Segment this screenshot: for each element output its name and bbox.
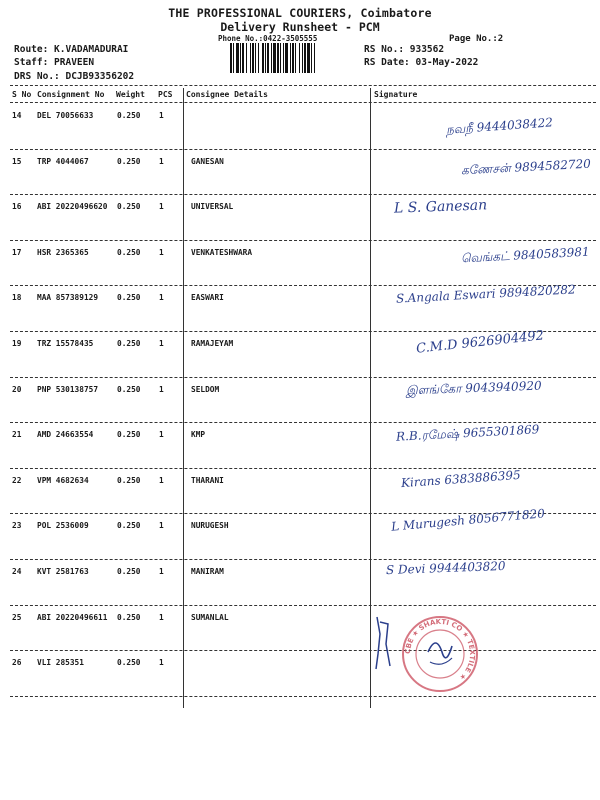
barcode-bar: [285, 43, 288, 73]
barcode-bar: [283, 43, 284, 73]
phone-number: Phone No.:0422-3505555: [218, 34, 318, 43]
row-weight: 0.250: [117, 293, 141, 303]
row-consignee: THARANI: [191, 475, 224, 485]
barcode-bar: [236, 43, 239, 73]
row-consignee: MANIRAM: [191, 567, 224, 576]
row-weight: 0.250: [117, 339, 141, 348]
row-consignment-no: HSR 2365365: [37, 247, 89, 257]
signature-bracket-mark: [372, 614, 394, 674]
row-pcs: 1: [159, 339, 164, 348]
header-rule-top: [10, 85, 596, 86]
row-sno: 26: [12, 658, 22, 668]
barcode-bar: [314, 43, 315, 73]
barcode-bar: [295, 43, 296, 73]
row-consignment-no: TRZ 15578435: [37, 339, 94, 348]
row-sno: 16: [12, 202, 22, 212]
row-signature: L Murugesh 8056771820: [390, 506, 546, 535]
rubber-stamp-icon: [400, 614, 480, 694]
row-sno: 21: [12, 430, 22, 440]
row-sno: 23: [12, 521, 22, 531]
row-consignee: NURUGESH: [191, 521, 229, 531]
row-pcs: 1: [159, 475, 164, 485]
row-consignee: EASWARI: [191, 293, 224, 303]
divider-signature: [370, 88, 371, 708]
row-pcs: 1: [159, 567, 164, 576]
rs-number: RS No.: 933562: [364, 44, 445, 55]
barcode-bar: [280, 43, 281, 73]
barcode-bar: [290, 43, 291, 73]
row-signature: கணேசன் 9894582720: [460, 156, 592, 177]
barcode-bar: [304, 43, 306, 73]
barcode-bar: [311, 43, 312, 73]
barcode-bar: [302, 43, 303, 73]
row-divider: [10, 194, 596, 195]
barcode-bar: [258, 43, 259, 73]
divider-consignee: [183, 88, 184, 708]
row-divider: [10, 377, 596, 378]
row-consignment-no: ABI 20220496620: [37, 202, 108, 212]
row-consignment-no: ABI 20220496611: [37, 612, 108, 622]
barcode-bar: [299, 43, 300, 73]
row-consignee: SUMANLAL: [191, 612, 229, 622]
row-signature: R.B.ரமேஷ் 9655301869: [395, 422, 540, 444]
row-pcs: 1: [159, 111, 164, 120]
row-weight: 0.250: [117, 658, 141, 668]
row-sno: 25: [12, 612, 22, 622]
row-sno: 19: [12, 339, 22, 348]
row-pcs: 1: [159, 658, 164, 668]
row-consignment-no: PNP 530138757: [37, 384, 99, 394]
row-weight: 0.250: [117, 156, 141, 166]
barcode-bar: [262, 43, 264, 73]
col-weight: Weight: [116, 90, 145, 99]
row-sno: 24: [12, 567, 22, 576]
row-weight: 0.250: [117, 475, 141, 485]
row-divider: [10, 650, 596, 651]
row-signature: இளங்கோ 9043940920: [405, 378, 542, 397]
row-divider: [10, 240, 596, 241]
barcode-bar: [246, 43, 247, 73]
row-divider: [10, 149, 596, 150]
row-signature: L S. Ganesan: [393, 197, 488, 217]
row-divider: [10, 559, 596, 560]
drs-number: DRS No.: DCJB93356202: [14, 71, 135, 82]
row-divider: [10, 605, 596, 606]
col-signature: Signature: [374, 90, 418, 99]
barcode-bar: [267, 43, 269, 73]
rs-date: RS Date: 03-May-2022: [364, 57, 479, 68]
row-consignment-no: AMD 24663554: [37, 430, 94, 440]
barcode-bar: [230, 43, 232, 73]
row-divider: [10, 696, 596, 697]
row-sno: 20: [12, 384, 22, 394]
col-sno: S No: [12, 90, 32, 99]
barcode-bar: [233, 43, 234, 73]
row-weight: 0.250: [117, 567, 141, 576]
row-consignment-no: VLI 285351: [37, 658, 84, 668]
header-rule-bottom: [10, 102, 596, 103]
barcode-bar: [252, 43, 254, 73]
row-weight: 0.250: [117, 430, 141, 440]
row-consignee: SELDOM: [191, 384, 220, 394]
row-weight: 0.250: [117, 111, 141, 120]
row-pcs: 1: [159, 202, 164, 212]
row-sno: 18: [12, 293, 22, 303]
row-pcs: 1: [159, 521, 164, 531]
row-weight: 0.250: [117, 521, 141, 531]
row-consignee: VENKATESHWARA: [191, 247, 253, 257]
row-sno: 17: [12, 247, 22, 257]
barcode-bar: [240, 43, 241, 73]
row-pcs: 1: [159, 156, 164, 166]
col-pcs: PCS: [158, 90, 173, 99]
row-signature: வெங்கட் 9840583981: [460, 244, 590, 266]
row-pcs: 1: [159, 612, 164, 622]
page-number: Page No.:2: [449, 34, 504, 44]
col-consignee: Consignee Details: [186, 90, 268, 99]
barcode-bar: [273, 43, 276, 73]
row-consignment-no: TRP 4044067: [37, 156, 89, 166]
barcode-icon: [230, 43, 358, 73]
barcode-bar: [265, 43, 266, 73]
barcode-bar: [255, 43, 256, 73]
row-weight: 0.250: [117, 247, 141, 257]
route-label: Route: K.VADAMADURAI: [14, 44, 129, 55]
row-weight: 0.250: [117, 612, 141, 622]
barcode-bar: [292, 43, 294, 73]
row-consignment-no: VPM 4682634: [37, 475, 89, 485]
row-signature: C.M.D 9626904492: [415, 328, 545, 357]
row-sno: 14: [12, 111, 22, 120]
barcode-bar: [242, 43, 244, 73]
row-weight: 0.250: [117, 384, 141, 394]
row-signature: Kirans 6383886395: [400, 467, 522, 490]
svg-text:CBE ★ SHAKTI CO ★ TEXTILE ★: CBE ★ SHAKTI CO ★ TEXTILE ★: [403, 617, 477, 682]
row-signature: S.Angala Eswari 9894820282: [395, 282, 576, 307]
row-consignee: KMP: [191, 430, 206, 440]
row-signature: நவநீ 9444038422: [445, 115, 554, 137]
row-consignee: UNIVERSAL: [191, 202, 234, 212]
row-consignment-no: DEL 70056633: [37, 111, 94, 120]
row-consignee: RAMAJEYAM: [191, 339, 234, 348]
barcode-bar: [277, 43, 279, 73]
report-subtitle: Delivery Runsheet - PCM: [220, 20, 380, 34]
row-consignment-no: KVT 2581763: [37, 567, 89, 576]
row-weight: 0.250: [117, 202, 141, 212]
staff-label: Staff: PRAVEEN: [14, 57, 95, 68]
row-consignment-no: POL 2536009: [37, 521, 89, 531]
row-pcs: 1: [159, 384, 164, 394]
row-signature: S Devi 9944403820: [385, 558, 506, 578]
row-sno: 15: [12, 156, 22, 166]
barcode-bar: [307, 43, 310, 73]
row-pcs: 1: [159, 293, 164, 303]
report-title: THE PROFESSIONAL COURIERS, Coimbatore: [168, 6, 432, 20]
row-pcs: 1: [159, 430, 164, 440]
col-consignment: Consignment No: [37, 90, 105, 99]
row-consignment-no: MAA 857389129: [37, 293, 99, 303]
row-pcs: 1: [159, 247, 164, 257]
row-sno: 22: [12, 475, 22, 485]
row-consignee: GANESAN: [191, 156, 224, 166]
barcode-bar: [271, 43, 272, 73]
barcode-bar: [250, 43, 251, 73]
